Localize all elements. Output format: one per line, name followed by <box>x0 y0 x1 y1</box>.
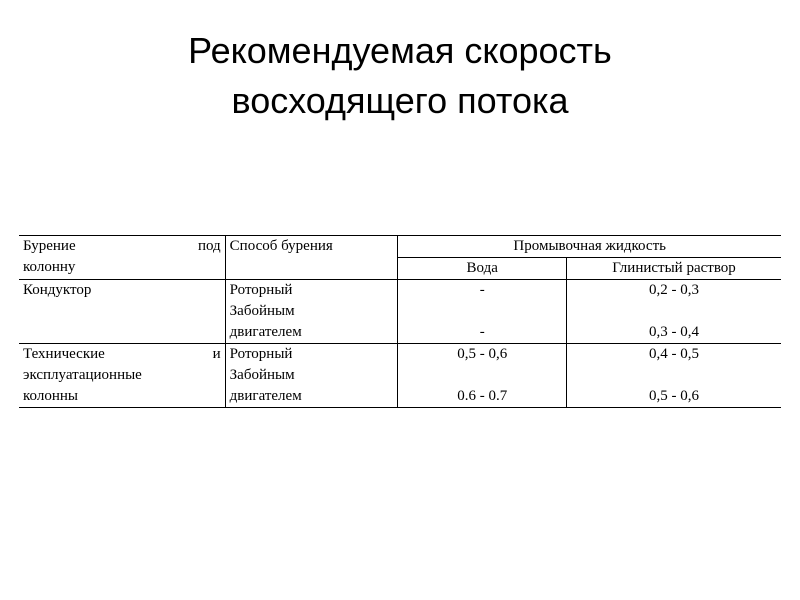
row-2-casing-cell <box>19 344 225 408</box>
header-casing-cell <box>19 236 225 280</box>
row-1-clay-spacer <box>571 301 777 322</box>
row-2-casing-line-2: эксплуатационные <box>23 367 142 383</box>
row-2-method-line-2: Забойным <box>229 367 295 383</box>
row-2-clay-line-1: 0,4 - 0,5 <box>649 346 700 362</box>
row-1-method-line-1: Роторный <box>229 282 293 298</box>
row-2-method-cell <box>225 344 398 408</box>
row-1-clay-cell <box>567 280 781 344</box>
slide-title-line-1: Рекомендуемая скорость <box>188 30 612 71</box>
row-2-water-spacer <box>402 365 562 386</box>
header-fluid-group-cell: Промывочная жидкость <box>398 236 781 258</box>
row-2-water-line-1: 0,5 - 0,6 <box>457 346 508 362</box>
row-1-casing-cell <box>19 280 225 344</box>
table-row-conductor <box>19 280 781 344</box>
row-2-clay-cell <box>567 344 781 408</box>
row-1-casing-line-1: Кондуктор <box>23 282 92 298</box>
row-2-casing-line-3: колонны <box>23 388 78 404</box>
row-1-method-line-3: двигателем <box>229 324 302 340</box>
header-clay-cell: Глинистый раствор <box>567 258 781 280</box>
slide-title-line-2: восходящего потока <box>231 80 569 121</box>
row-1-water-cell <box>398 280 567 344</box>
row-2-water-cell <box>398 344 567 408</box>
row-2-clay-spacer <box>571 365 777 386</box>
slide-title <box>0 26 800 126</box>
row-1-method-cell <box>225 280 398 344</box>
row-1-water-line-3: - <box>479 324 485 340</box>
row-1-method-line-2: Забойным <box>229 303 295 319</box>
row-1-water-line-1: - <box>479 282 485 298</box>
row-2-casing-line-1: Технические и <box>23 346 221 362</box>
table-row-production <box>19 344 781 408</box>
header-method-cell: Способ бурения <box>225 236 398 280</box>
row-2-clay-line-3: 0,5 - 0,6 <box>649 388 700 404</box>
row-1-clay-line-1: 0,2 - 0,3 <box>649 282 700 298</box>
header-casing-line-2: колонну <box>23 259 76 275</box>
table-header-row <box>19 236 781 258</box>
flow-velocity-table <box>19 235 781 408</box>
row-2-water-line-3: 0.6 - 0.7 <box>457 388 508 404</box>
row-1-clay-line-3: 0,3 - 0,4 <box>649 324 700 340</box>
header-water-cell: Вода <box>398 258 567 280</box>
row-2-method-line-1: Роторный <box>229 346 293 362</box>
header-casing-line-1: Бурение под <box>23 238 221 254</box>
row-1-water-spacer <box>402 301 562 322</box>
row-2-method-line-3: двигателем <box>229 388 302 404</box>
